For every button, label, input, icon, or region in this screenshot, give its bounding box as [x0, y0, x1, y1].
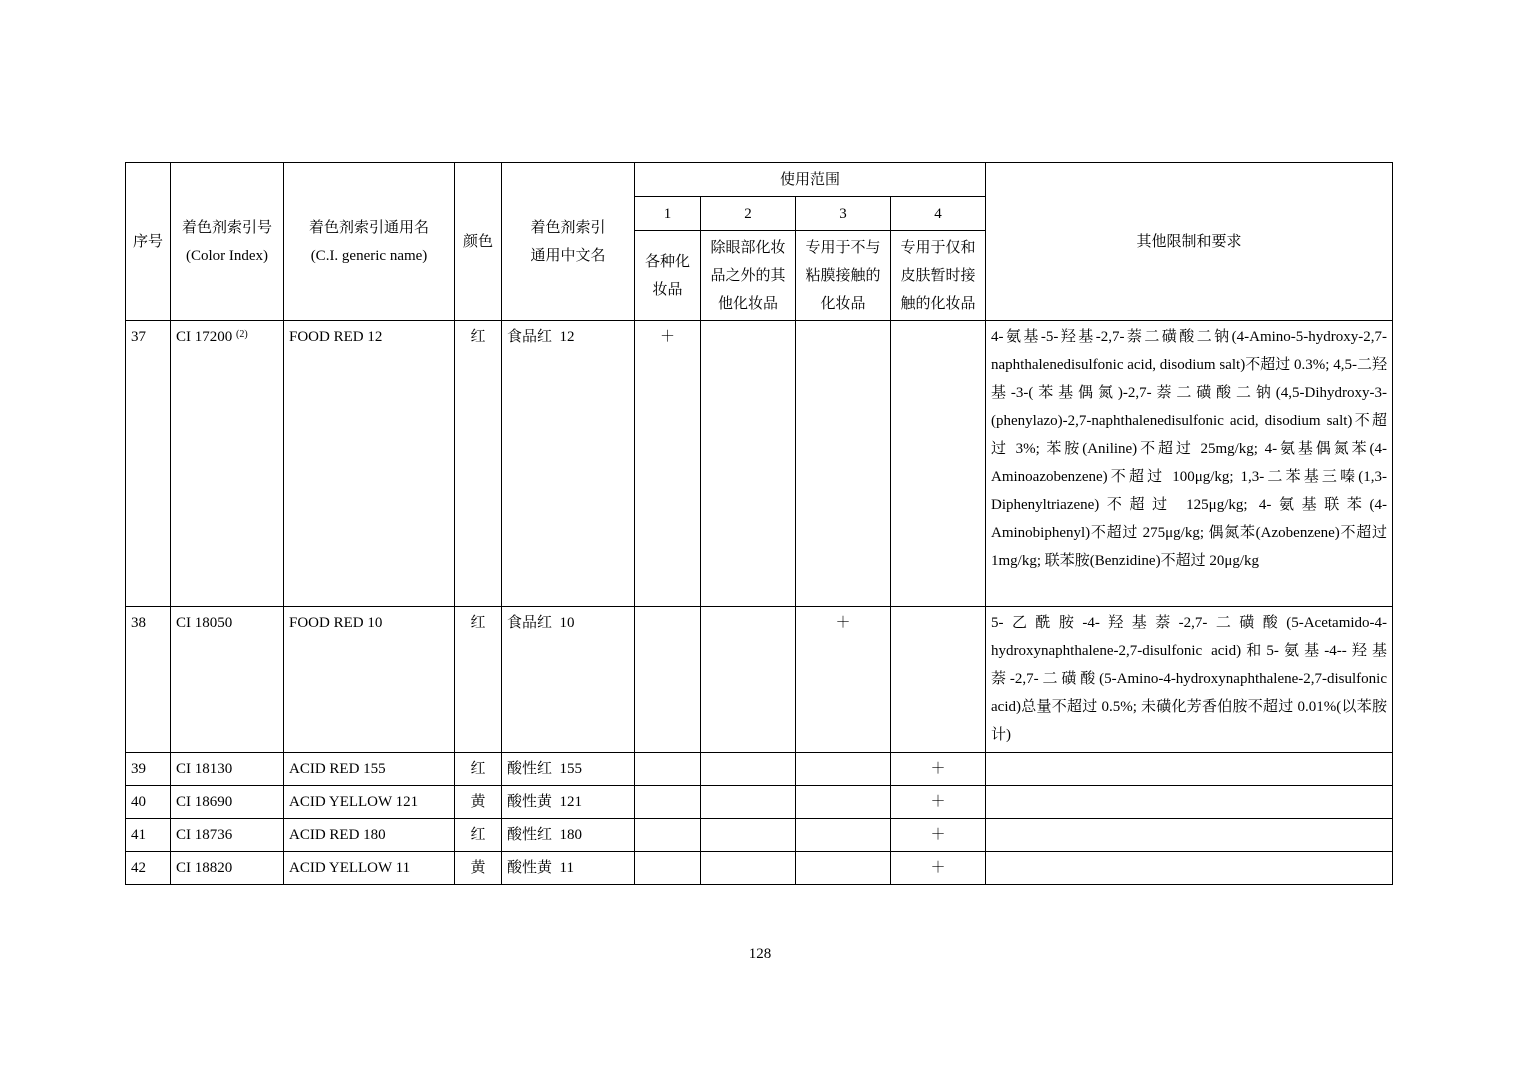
header-scope-num-3: 3 — [796, 197, 891, 231]
colorant-table — [125, 162, 1393, 885]
row-color: 黄 — [455, 786, 502, 819]
footnote-marker: (2) — [236, 329, 248, 340]
row-scope-4: ＋ — [891, 852, 986, 885]
header-color: 颜色 — [455, 163, 502, 321]
row-color: 黄 — [455, 852, 502, 885]
row-note — [986, 852, 1393, 885]
row-ci: CI 18820 — [171, 852, 284, 885]
row-generic: ACID RED 155 — [284, 753, 455, 786]
row-scope-1: ＋ — [635, 321, 701, 607]
row-scope-3 — [796, 786, 891, 819]
header-other: 其他限制和要求 — [986, 163, 1393, 321]
row-ci: CI 18050 — [171, 607, 284, 753]
row-note — [986, 753, 1393, 786]
row-seq: 41 — [126, 819, 171, 852]
header-scope-label-2: 除眼部化妆品之外的其他化妆品 — [701, 231, 796, 321]
row-generic: FOOD RED 10 — [284, 607, 455, 753]
row-scope-1 — [635, 786, 701, 819]
header-scope-num-2: 2 — [701, 197, 796, 231]
row-cn-name: 酸性黄 11 — [502, 852, 635, 885]
row-note: 4-氨基-5-羟基-2,7-萘二磺酸二钠(4-Amino-5-hydroxy-2,7-naphthalenedisulfonic acid, disodium salt)不超过 0.3%; 4,5-二羟基-3-(苯基偶氮)-2,7-萘二磺酸二钠(4,5-Dihydroxy-3-(phenylazo)-2,7-naphthalenedisulfonic acid, disodium salt)不超过 3%; 苯胺(Aniline)不超过 25mg/kg; 4-氨基偶氮苯(4-Aminoazobenzene)不超过 100μg/kg; 1,3-二苯基三嗪(1,3- Diphenyltriazene)不超过 125μg/kg; 4-氨基联苯(4-Aminobiphenyl)不超过 275μg/kg; 偶氮苯(Azobenzene)不超过 1mg/kg; 联苯胺(Benzidine)不超过 20μg/kg — [986, 321, 1393, 607]
header-cn-name: 着色剂索引 通用中文名 — [502, 163, 635, 321]
row-cn-name: 酸性红 155 — [502, 753, 635, 786]
header-scope-label-3: 专用于不与粘膜接触的化妆品 — [796, 231, 891, 321]
row-scope-2 — [701, 753, 796, 786]
row-scope-3 — [796, 753, 891, 786]
row-seq: 39 — [126, 753, 171, 786]
row-ci: CI 17200 $^{(2)}$ — [171, 321, 284, 607]
table-row — [126, 753, 1393, 786]
row-scope-4: ＋ — [891, 753, 986, 786]
row-color: 红 — [455, 753, 502, 786]
row-seq: 40 — [126, 786, 171, 819]
row-color: 红 — [455, 819, 502, 852]
row-note — [986, 786, 1393, 819]
row-scope-2 — [701, 786, 796, 819]
row-scope-3: ＋ — [796, 607, 891, 753]
header-scope-label-1: 各种化妆品 — [635, 231, 701, 321]
row-ci: CI 18736 — [171, 819, 284, 852]
row-note: 5-乙酰胺-4-羟基萘-2,7-二磺酸(5-Acetamido-4-hydroxynaphthalene-2,7-disulfonic acid)和5-氨基-4--羟基萘-2,7-二磺酸(5-Amino-4-hydroxynaphthalene-2,7-disulfonic acid)总量不超过 0.5%; 未磺化芳香伯胺不超过 0.01%(以苯胺计) — [986, 607, 1393, 753]
row-scope-3 — [796, 852, 891, 885]
header-scope-num-1: 1 — [635, 197, 701, 231]
row-cn-name: 酸性红 180 — [502, 819, 635, 852]
row-color: 红 — [455, 607, 502, 753]
row-ci: CI 18690 — [171, 786, 284, 819]
row-scope-4: ＋ — [891, 786, 986, 819]
page-number: 128 — [748, 946, 772, 962]
row-seq: 42 — [126, 852, 171, 885]
row-seq: 37 — [126, 321, 171, 607]
row-scope-3 — [796, 819, 891, 852]
row-scope-2 — [701, 607, 796, 753]
row-cn-name: 酸性黄 121 — [502, 786, 635, 819]
row-scope-1 — [635, 753, 701, 786]
header-scope: 使用范围 — [635, 163, 986, 197]
row-scope-4: ＋ — [891, 819, 986, 852]
row-scope-4 — [891, 607, 986, 753]
row-scope-1 — [635, 852, 701, 885]
row-cn-name: 食品红 12 — [502, 321, 635, 607]
row-ci: CI 18130 — [171, 753, 284, 786]
header-scope-label-4: 专用于仅和皮肤暂时接触的化妆品 — [891, 231, 986, 321]
row-generic: ACID YELLOW 11 — [284, 852, 455, 885]
row-scope-3 — [796, 321, 891, 607]
table-row — [126, 786, 1393, 819]
header-scope-num-4: 4 — [891, 197, 986, 231]
table-row — [126, 852, 1393, 885]
row-scope-2 — [701, 852, 796, 885]
row-generic: ACID YELLOW 121 — [284, 786, 455, 819]
header-ci-number: 着色剂索引号 (Color Index) — [171, 163, 284, 321]
header-generic-name: 着色剂索引通用名 (C.I. generic name) — [284, 163, 455, 321]
row-scope-2 — [701, 321, 796, 607]
row-color: 红 — [455, 321, 502, 607]
header-seq: 序号 — [126, 163, 171, 321]
table-row — [126, 819, 1393, 852]
row-cn-name: 食品红 10 — [502, 607, 635, 753]
row-generic: FOOD RED 12 — [284, 321, 455, 607]
row-seq: 38 — [126, 607, 171, 753]
row-scope-1 — [635, 819, 701, 852]
row-generic: ACID RED 180 — [284, 819, 455, 852]
row-scope-2 — [701, 819, 796, 852]
row-note — [986, 819, 1393, 852]
table-row — [126, 321, 1393, 607]
row-scope-1 — [635, 607, 701, 753]
table-row — [126, 607, 1393, 753]
row-scope-4 — [891, 321, 986, 607]
